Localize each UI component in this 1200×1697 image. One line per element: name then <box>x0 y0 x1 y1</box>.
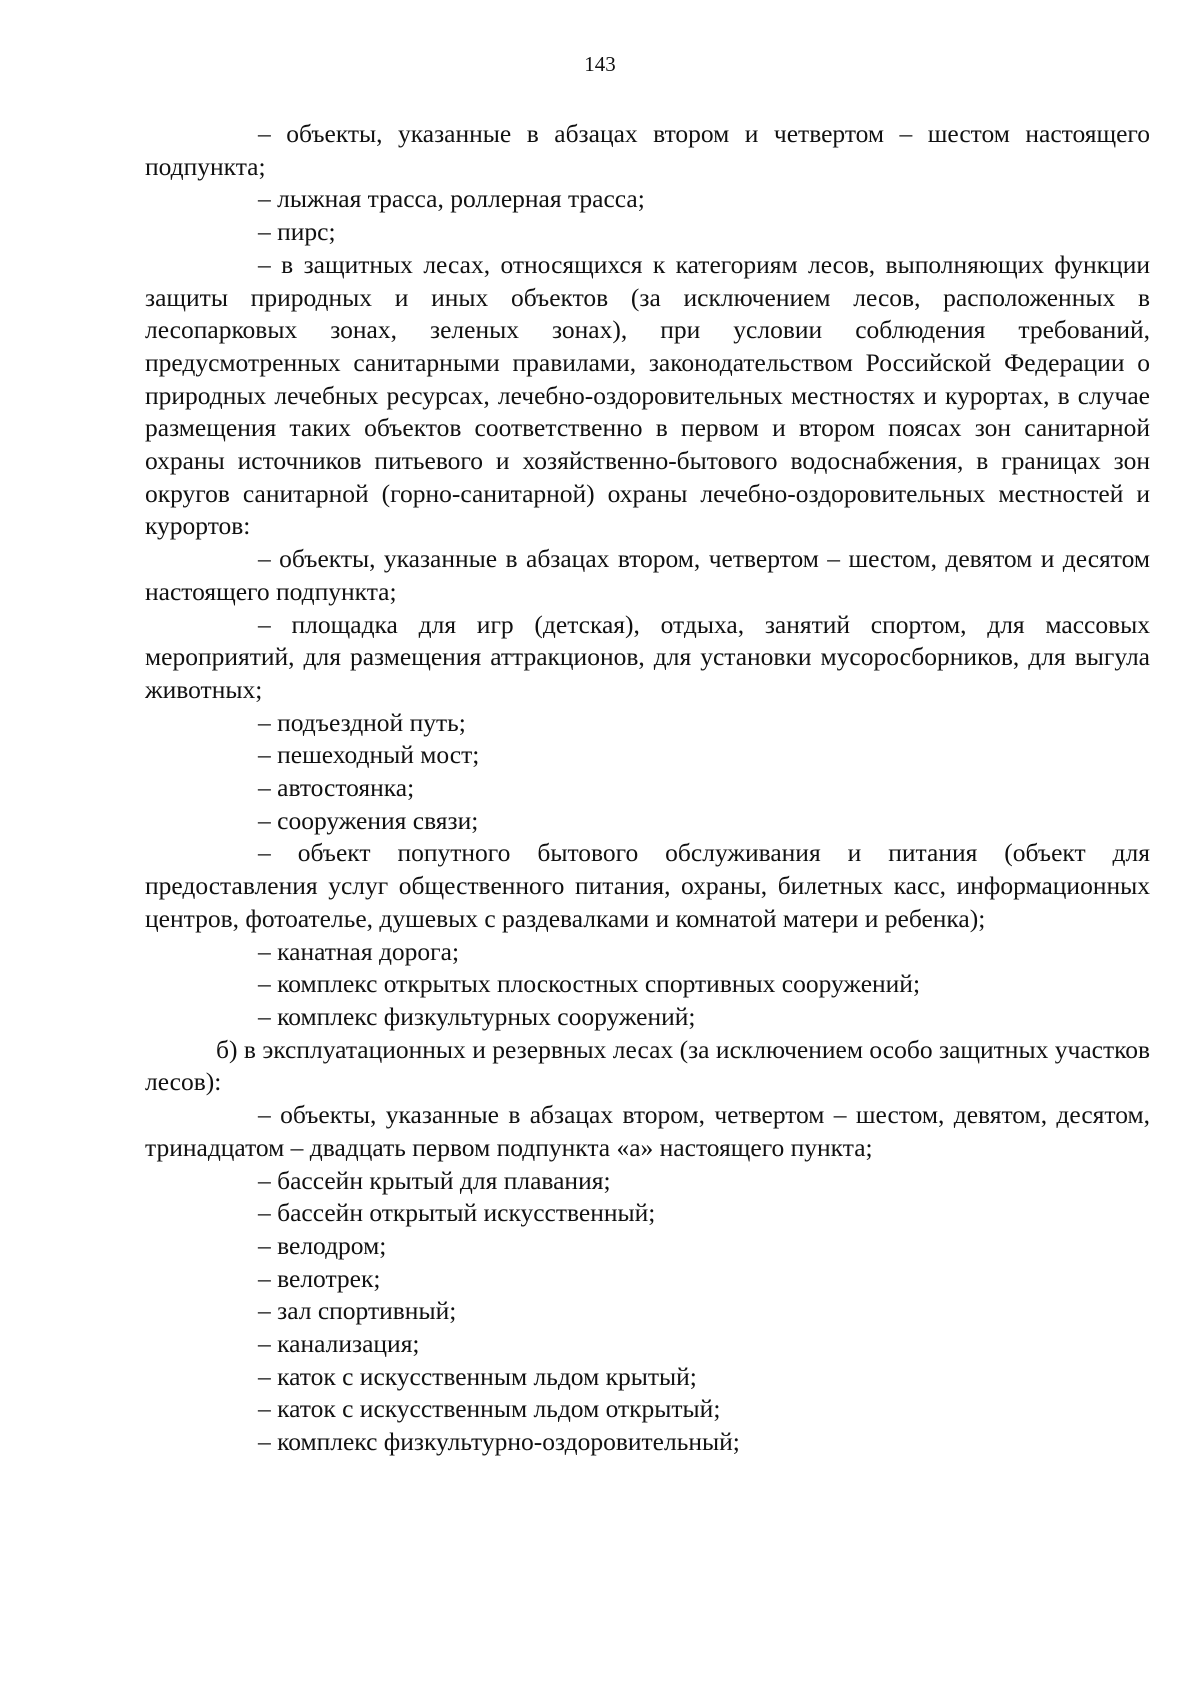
list-item: – комплекс физкультурных сооружений; <box>258 1001 696 1031</box>
list-item: – бассейн крытый для плавания; <box>258 1165 611 1195</box>
list-item: – комплекс открытых плоскостных спортивных сооружений; <box>258 969 921 999</box>
list-item: – объекты, указанные в абзацах втором, четвертом – шестом, девятом, десятом, тринадцатом – двадцать первом подпункта «а» настоящего пункта; <box>145 1100 1150 1162</box>
list-item: – пешеходный мост; <box>258 740 480 770</box>
list-item: – каток с искусственным льдом крытый; <box>258 1361 697 1391</box>
document-body <box>145 118 1150 1459</box>
list-item: – бассейн открытый искусственный; <box>258 1198 656 1228</box>
list-item: – в защитных лесах, относящихся к категориям лесов, выполняющих функции защиты природных и иных объектов (за исключением лесов, расположенных в лесопарковых зонах, зеленых зонах), при условии соблюдения требований, предусмотренных санитарными правилами, законодательством Российской Федерации о природных лечебных ресурсах, лечебно-оздоровительных местностях и курортах, в случае размещения таких объектов соответственно в первом и втором поясах зон санитарной охраны источников питьевого и хозяйственно-бытового водоснабжения, в границах зон округов санитарной (горно-санитарной) охраны лечебно-оздоровительных местностей и курортов: <box>145 249 1150 541</box>
page-number: 143 <box>584 52 616 76</box>
list-item: – лыжная трасса, роллерная трасса; <box>258 184 645 214</box>
list-item: – велотрек; <box>258 1263 381 1293</box>
list-item: – велодром; <box>258 1230 387 1260</box>
list-item: – сооружения связи; <box>258 805 479 835</box>
list-item: – комплекс физкультурно-оздоровительный; <box>258 1427 740 1457</box>
list-item: – канализация; <box>258 1329 420 1359</box>
list-item: – зал спортивный; <box>258 1296 457 1326</box>
list-item: – площадка для игр (детская), отдыха, занятий спортом, для массовых мероприятий, для размещения аттракционов, для установки мусоросборников, для выгула животных; <box>145 609 1150 704</box>
list-item: – канатная дорога; <box>258 936 460 966</box>
list-item: – объекты, указанные в абзацах втором и четвертом – шестом настоящего подпункта; <box>145 119 1150 181</box>
list-item: – объект попутного бытового обслуживания и питания (объект для предоставления услуг общественного питания, охраны, билетных касс, информационных центров, фотоателье, душевых с раздевалками и комнатой матери и ребенка); <box>145 838 1150 933</box>
list-item: – подъездной путь; <box>258 707 466 737</box>
list-item: – автостоянка; <box>258 773 415 803</box>
list-item: – объекты, указанные в абзацах втором, четвертом – шестом, девятом и десятом настоящего подпункта; <box>145 544 1150 606</box>
list-item: – пирс; <box>258 217 336 247</box>
subsection-heading: б) в эксплуатационных и резервных лесах (за исключением особо защитных участков лесов): <box>145 1034 1150 1097</box>
list-item: – каток с искусственным льдом открытый; <box>258 1394 721 1424</box>
